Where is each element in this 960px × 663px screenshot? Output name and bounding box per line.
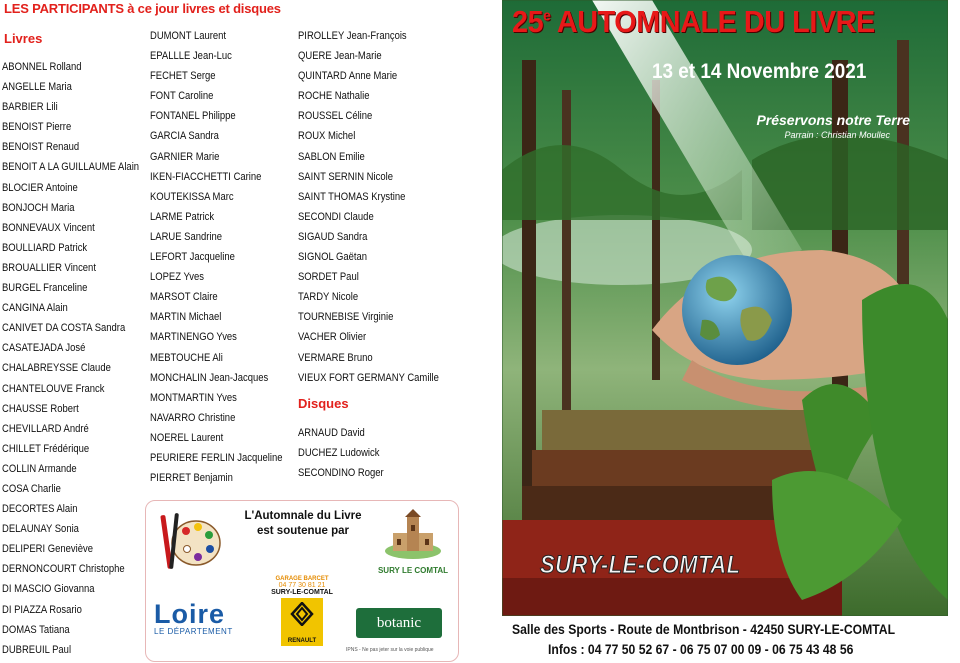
participant-name: QUINTARD Anne Marie	[298, 70, 398, 83]
participant-name: CHALABREYSSE Claude	[2, 362, 111, 375]
participant-name: NAVARRO Christine	[150, 411, 236, 424]
participant-name: GARNIER Marie	[150, 150, 220, 163]
participant-name: SAINT SERNIN Nicole	[298, 170, 393, 183]
participant-name: BENOIST Renaud	[2, 141, 80, 154]
participant-name: SIGAUD Sandra	[298, 230, 368, 243]
ipns-notice: IPNS - Ne pas jeter sur la voie publique	[346, 647, 434, 653]
participant-name: GARCIA Sandra	[150, 130, 219, 143]
support-line-1: L'Automnale du Livre	[244, 510, 362, 522]
participant-name: PIROLLEY Jean-François	[298, 30, 407, 42]
support-line-2: est soutenue par	[256, 525, 350, 537]
garage-city: SURY-LE-COMTAL	[271, 589, 333, 596]
participant-name: ROUSSEL Céline	[298, 110, 373, 123]
participant-name: BURGEL Franceline	[2, 282, 88, 295]
botanic-word: botanic	[376, 615, 422, 631]
participant-name: DECORTES Alain	[2, 503, 78, 516]
participant-name: VERMARE Bruno	[298, 351, 373, 364]
participant-name: DUCHEZ Ludowick	[298, 447, 380, 460]
participant-name: PEURIERE FERLIN Jacqueline	[150, 451, 283, 464]
title-number: 25	[512, 4, 544, 39]
sury-logo-text: SURY LE COMTAL	[377, 566, 449, 575]
participant-name: FONT Caroline	[150, 90, 214, 103]
participant-name: FONTANEL Philippe	[150, 110, 236, 123]
participants-heading: LES PARTICIPANTS à ce jour livres et disques	[4, 1, 281, 16]
support-text	[228, 509, 378, 539]
participant-name: DELAUNAY Sonia	[2, 523, 79, 536]
participant-name: COSA Charlie	[2, 482, 61, 495]
participant-name: BENOIST Pierre	[2, 121, 72, 134]
loire-word: Loire	[154, 599, 226, 629]
disques-heading: Disques	[298, 396, 349, 411]
participant-name: CHANTELOUVE Franck	[2, 382, 105, 395]
participant-name: SABLON Emilie	[298, 150, 365, 163]
participant-name: DUMONT Laurent	[150, 30, 227, 42]
disques-list	[298, 423, 398, 483]
participant-name: CHAUSSE Robert	[2, 402, 79, 415]
town-name: SURY-LE-COMTAL	[540, 551, 741, 579]
renault-logo-icon	[281, 598, 323, 646]
sury-town-logo-icon	[376, 509, 450, 575]
participant-name: KOUTEKISSA Marc	[150, 190, 234, 203]
participant-name: MARTINENGO Yves	[150, 331, 237, 344]
participant-name: BARBIER Lili	[2, 101, 58, 114]
participant-name: DERNONCOURT Christophe	[2, 563, 125, 576]
participant-name: BOULLIARD Patrick	[2, 241, 88, 254]
participant-name: ROCHE Nathalie	[298, 90, 370, 103]
venue-address: Salle des Sports - Route de Montbrison - 42450 SURY-LE-COMTAL	[512, 621, 896, 637]
participant-name: SIGNOL Gaëtan	[298, 251, 368, 264]
botanic-logo	[356, 608, 442, 638]
loire-department-logo	[154, 601, 233, 636]
palette-logo-icon	[160, 509, 222, 578]
participant-name: DI MASCIO Giovanna	[2, 583, 95, 596]
participant-name: ARNAUD David	[298, 427, 365, 439]
participant-name: BONJOCH Maria	[2, 201, 75, 214]
participant-name: CANGINA Alain	[2, 302, 68, 315]
participant-name: VACHER Olivier	[298, 331, 367, 344]
title-superscript: e	[543, 7, 551, 25]
participant-name: CANIVET DA COSTA Sandra	[2, 322, 126, 335]
participant-name: SECONDI Claude	[298, 210, 374, 223]
participant-name: CASATEJADA José	[2, 342, 86, 355]
participant-name: MONTMARTIN Yves	[150, 391, 237, 404]
participant-name: ROUX Michel	[298, 130, 356, 143]
participant-name: DUBREUIL Paul	[2, 643, 72, 656]
participant-name: BENOIT A LA GUILLAUME Alain	[2, 161, 140, 174]
forest-painting-icon	[502, 0, 948, 616]
participant-name: MONCHALIN Jean-Jacques	[150, 371, 269, 384]
participant-name: ABONNEL Rolland	[2, 61, 82, 73]
participant-name: BLOCIER Antoine	[2, 181, 78, 194]
event-parrain: Parrain : Christian Moullec	[784, 130, 890, 140]
livres-list-col3	[298, 26, 462, 388]
renault-text: RENAULT	[287, 638, 317, 644]
participant-name: LEFORT Jacqueline	[150, 251, 235, 264]
loire-sub: LE DÉPARTEMENT	[154, 627, 233, 636]
participant-name: FECHET Serge	[150, 70, 216, 83]
garage-sponsor	[268, 576, 336, 646]
sponsor-box	[145, 500, 459, 662]
participant-name: MARSOT Claire	[150, 291, 218, 304]
participant-name: DOMAS Tatiana	[2, 623, 70, 636]
garage-phone: 04 77 30 81 21	[278, 582, 326, 589]
event-dates: 13 et 14 Novembre 2021	[652, 60, 867, 83]
participant-name: BROUALLIER Vincent	[2, 261, 96, 274]
event-theme: Préservons notre Terre	[756, 112, 910, 128]
participant-name: DI PIAZZA Rosario	[2, 603, 82, 616]
participant-name: QUERE Jean-Marie	[298, 50, 382, 63]
participant-name: MEBTOUCHE Ali	[150, 351, 223, 364]
participant-name: CHEVILLARD André	[2, 422, 89, 435]
poster-panel	[502, 0, 948, 663]
info-phones: Infos : 04 77 50 52 67 - 06 75 07 00 09 - 06 75 43 48 56	[548, 641, 854, 657]
participant-name: LOPEZ Yves	[150, 271, 204, 284]
participant-name: LARUE Sandrine	[150, 230, 223, 243]
participant-name: COLLIN Armande	[2, 462, 77, 475]
participant-name: CHILLET Frédérique	[2, 442, 90, 455]
title-rest: AUTOMNALE DU LIVRE	[550, 4, 875, 39]
participant-name: NOEREL Laurent	[150, 431, 224, 444]
participant-name: EPALLLE Jean-Luc	[150, 50, 232, 63]
participant-name: DELIPERI Geneviève	[2, 543, 93, 556]
participant-name: SORDET Paul	[298, 271, 359, 284]
poster-title	[512, 4, 875, 40]
livres-list-col1	[2, 57, 161, 660]
garage-name: GARAGE BARCET	[275, 576, 329, 582]
poster-illustration	[502, 0, 948, 616]
participant-name: PIERRET Benjamin	[150, 472, 233, 485]
participant-name: SAINT THOMAS Krystine	[298, 190, 406, 203]
livres-heading: Livres	[4, 31, 43, 46]
participant-name: BONNEVAUX Vincent	[2, 221, 95, 234]
participant-name: SECONDINO Roger	[298, 467, 384, 480]
participant-name: MARTIN Michael	[150, 311, 222, 324]
participant-name: TARDY Nicole	[298, 291, 359, 304]
livres-list-col2	[150, 26, 304, 488]
participant-name: ANGELLE Maria	[2, 81, 72, 94]
participant-name: IKEN-FIACCHETTI Carine	[150, 170, 262, 183]
participant-name: TOURNEBISE Virginie	[298, 311, 394, 324]
participant-name: VIEUX FORT GERMANY Camille	[298, 371, 439, 384]
participant-name: LARME Patrick	[150, 210, 215, 223]
